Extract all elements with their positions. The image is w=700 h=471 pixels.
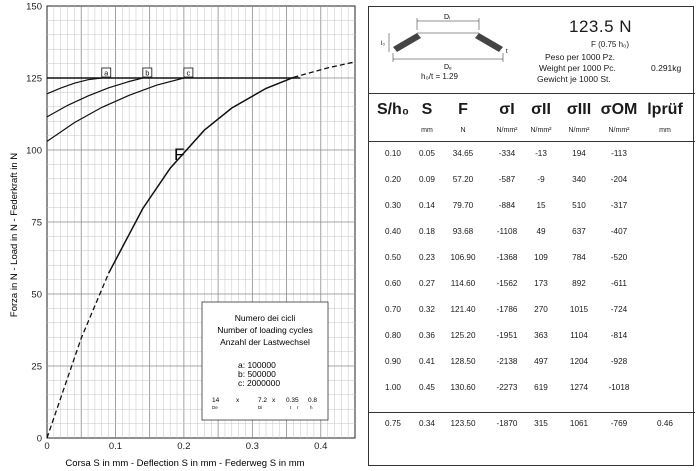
- table-row: [369, 227, 695, 247]
- summary-row-cells: [369, 419, 695, 439]
- table-cell: 0.14: [419, 201, 435, 210]
- diagram-label-l0: l₀: [381, 41, 385, 47]
- legend-title-de: Anzahl der Lastwechsel: [220, 337, 310, 347]
- summary-divider: [369, 412, 695, 413]
- table-cell: 194: [572, 149, 586, 158]
- nominal-force-condition: F (0.75 h₀): [591, 40, 629, 49]
- spring-diagram-section: [369, 7, 695, 94]
- legend-dim-x2: x: [272, 397, 276, 404]
- table-cell: 0.60: [385, 279, 401, 288]
- header-unit: mm: [659, 127, 671, 134]
- summary-cell: 0.46: [657, 419, 673, 428]
- table-cell: 0.90: [385, 357, 401, 366]
- table-cell: 0.70: [385, 305, 401, 314]
- header-symbol: σOM: [600, 101, 638, 118]
- table-cell: 637: [572, 227, 586, 236]
- diagram-label-de: Dₑ: [444, 64, 452, 71]
- table-cell: -587: [498, 175, 516, 184]
- marker-label-c: c: [186, 68, 191, 78]
- table-cell: -724: [610, 305, 628, 314]
- table-cell: 128.50: [450, 357, 476, 366]
- x-tick-label: 0: [44, 441, 50, 452]
- table-row: [369, 357, 695, 377]
- table-cell: 0.20: [385, 175, 401, 184]
- summary-cell: 0.34: [419, 419, 435, 428]
- table-cell: 1015: [569, 305, 589, 314]
- legend-sym-de: De: [212, 405, 218, 410]
- table-cell: -928: [610, 357, 628, 366]
- legend-entry-b: b: 500000: [238, 369, 276, 379]
- table-cell: 0.05: [419, 149, 435, 158]
- table-cell: -1951: [496, 331, 518, 340]
- curve-label-f: F: [174, 145, 185, 164]
- table-cell: 49: [536, 227, 546, 236]
- header-unit: N/mm²: [496, 127, 518, 134]
- table-cell: 0.32: [419, 305, 435, 314]
- weight-label-en: Weight per 1000 Pc.: [539, 63, 616, 73]
- table-cell: 0.18: [419, 227, 435, 236]
- table-header: [369, 93, 695, 142]
- spring-specification-panel: [368, 6, 694, 466]
- nominal-force: 123.5 N: [569, 17, 633, 36]
- legend-sym-di: Di: [258, 405, 263, 410]
- table-row: [369, 383, 695, 403]
- header-unit: mm: [421, 127, 433, 134]
- legend-entry-a: a: 100000: [238, 360, 276, 370]
- table-cell: 93.68: [452, 227, 474, 236]
- table-row: [369, 331, 695, 351]
- table-cell: 510: [572, 201, 586, 210]
- header-unit: N/mm²: [530, 127, 552, 134]
- table-cell: -204: [610, 175, 628, 184]
- table-cell: 106.90: [450, 253, 476, 262]
- table-cell: 0.09: [419, 175, 435, 184]
- legend-sym-t: t: [290, 405, 292, 410]
- header-symbol: σII: [531, 101, 551, 118]
- x-tick-label: 0.2: [177, 441, 191, 452]
- marker-label-b: b: [145, 68, 150, 78]
- table-cell: -9: [537, 175, 545, 184]
- table-cell: 363: [534, 331, 548, 340]
- table-cell: 340: [572, 175, 586, 184]
- header-symbol: σIII: [566, 101, 592, 118]
- table-cell: 109: [534, 253, 548, 262]
- table-cell: 0.27: [419, 279, 435, 288]
- table-cell: -113: [611, 149, 627, 158]
- header-symbol: σI: [499, 101, 515, 118]
- summary-cell: -1870: [496, 419, 518, 428]
- table-cell: -2273: [496, 383, 518, 392]
- table-cell: -520: [610, 253, 628, 262]
- table-cell: 619: [534, 383, 548, 392]
- y-tick-label: 75: [31, 217, 42, 229]
- table-cell: 497: [534, 357, 548, 366]
- table-cell: -13: [535, 149, 547, 158]
- table-cell: 130.60: [450, 383, 476, 392]
- summary-cell: 1061: [569, 419, 589, 428]
- y-tick-label: 100: [26, 145, 42, 157]
- y-tick-label: 125: [26, 73, 42, 85]
- legend-dim-x1: x: [236, 397, 240, 404]
- diagram-label-di: Dᵢ: [444, 14, 451, 21]
- table-cell: -317: [610, 201, 628, 210]
- table-cell: 0.50: [385, 253, 401, 262]
- x-tick-label: 0.1: [108, 441, 123, 452]
- table-cell: 892: [572, 279, 586, 288]
- table-cell: 79.70: [452, 201, 474, 210]
- header-unit: N: [460, 127, 466, 134]
- cycles-legend-box: [202, 302, 328, 420]
- table-cell: -1368: [496, 253, 518, 262]
- y-tick-label: 150: [26, 1, 42, 13]
- legend-title-en: Number of loading cycles: [217, 325, 313, 335]
- header-symbol: F: [458, 101, 468, 118]
- header-symbol: lprüf: [647, 101, 683, 118]
- table-cell: 0.45: [419, 383, 435, 392]
- table-cell: 0.80: [385, 331, 401, 340]
- legend-dim-di: 7.2: [258, 397, 268, 404]
- table-cell: 1274: [569, 383, 589, 392]
- table-cell: 57.20: [452, 175, 474, 184]
- table-row: [369, 149, 695, 169]
- table-cell: -1562: [496, 279, 518, 288]
- table-cell: 0.10: [385, 149, 401, 158]
- disc-spring-diagram: [381, 11, 511, 71]
- legend-entry-c: c: 2000000: [238, 378, 281, 388]
- table-cell: -1786: [496, 305, 518, 314]
- y-tick-label: 25: [31, 361, 42, 373]
- weight-value: 0.291kg: [651, 63, 682, 73]
- y-axis-label: Forza in N - Load in N - Federkraft in N: [9, 152, 20, 318]
- table-cell: 0.40: [385, 227, 401, 236]
- table-cell: 270: [534, 305, 548, 314]
- table-cell: 34.65: [452, 149, 474, 158]
- table-cell: -884: [498, 201, 516, 210]
- table-cell: -2138: [496, 357, 518, 366]
- table-cell: -1108: [496, 227, 518, 236]
- table-cell: 0.36: [419, 331, 435, 340]
- table-cell: 0.23: [419, 253, 435, 262]
- table-cell: -611: [611, 279, 627, 288]
- table-row: [369, 253, 695, 273]
- table-cell: 173: [534, 279, 548, 288]
- legend-sym-h: h: [310, 405, 313, 410]
- header-symbol: S/h₀: [376, 101, 410, 118]
- marker-label-a: a: [104, 68, 109, 78]
- table-cell: 1204: [569, 357, 589, 366]
- weight-label-de: Gewicht je 1000 St.: [537, 74, 611, 84]
- header-unit: N/mm²: [568, 127, 590, 134]
- summary-cell: 0.75: [385, 419, 401, 428]
- table-row: [369, 175, 695, 195]
- table-cell: 114.60: [450, 279, 476, 288]
- table-cell: -334: [498, 149, 516, 158]
- table-cell: 1104: [570, 331, 588, 340]
- summary-cell: -769: [610, 419, 628, 428]
- legend-dim-h: 0.8: [308, 397, 318, 404]
- weight-label-it: Peso per 1000 Pz.: [545, 52, 615, 62]
- table-cell: 125.20: [450, 331, 476, 340]
- table-cell: 121.40: [450, 305, 476, 314]
- table-cell: 0.41: [419, 357, 435, 366]
- x-axis-label: Corsa S in mm - Deflection S in mm - Federweg S in mm: [65, 458, 305, 469]
- table-cell: 15: [536, 201, 546, 210]
- table-cell: -814: [610, 331, 628, 340]
- height-thickness-ratio: h₀/t = 1.29: [421, 72, 458, 81]
- legend-title-it: Numero dei cicli: [234, 313, 296, 323]
- table-row: [369, 305, 695, 325]
- header-symbol: S: [421, 101, 433, 118]
- table-cell: -407: [610, 227, 628, 236]
- x-tick-label: 0.4: [314, 441, 328, 452]
- table-row: [369, 279, 695, 299]
- legend-dim-de: 14: [212, 397, 220, 404]
- diagram-label-t: t: [506, 49, 508, 55]
- table-row: [369, 201, 695, 221]
- table-cell: 0.30: [385, 201, 401, 210]
- table-cell: 1.00: [385, 383, 401, 392]
- x-tick-label: 0.3: [245, 441, 259, 452]
- summary-cell: 123.50: [450, 419, 476, 428]
- y-tick-label: 0: [36, 433, 42, 445]
- legend-dim-t: 0.35: [286, 397, 299, 404]
- legend-sym-r: r: [297, 405, 299, 410]
- y-tick-label: 50: [31, 289, 42, 301]
- summary-cell: 315: [534, 419, 548, 428]
- header-unit: N/mm²: [608, 127, 630, 134]
- table-cell: 784: [572, 253, 586, 262]
- table-cell: -1018: [608, 383, 630, 392]
